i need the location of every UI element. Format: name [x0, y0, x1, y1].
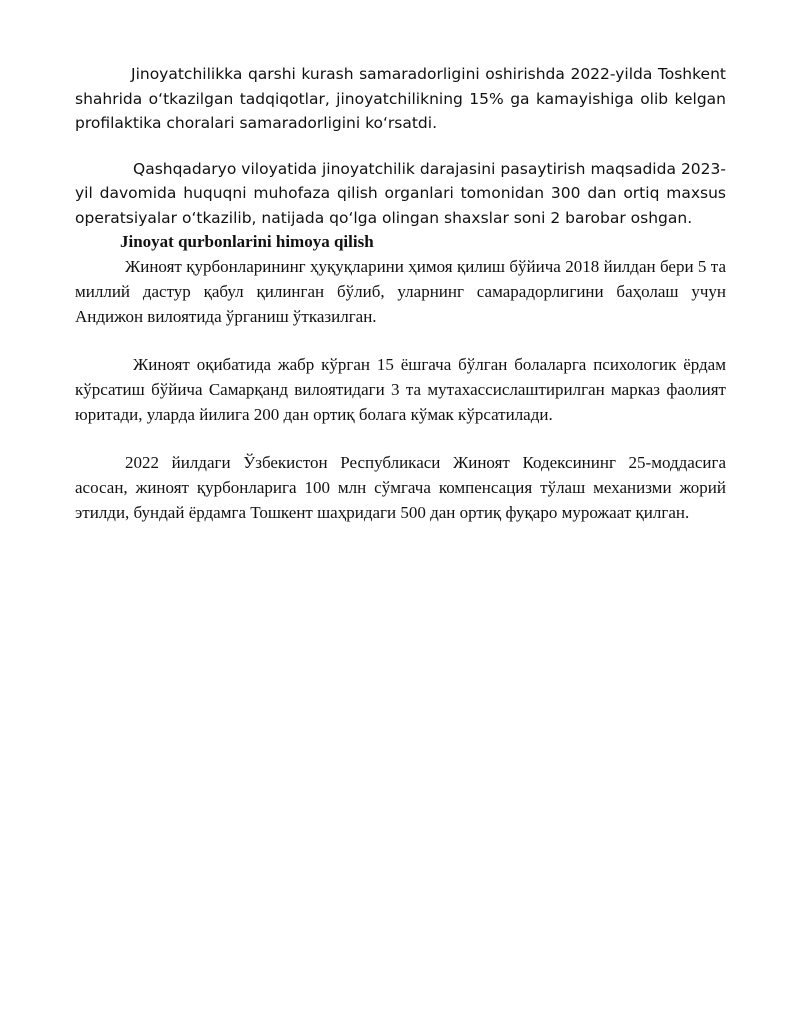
paragraph-compensation-mechanism: 2022 йилдаги Ўзбекистон Республикаси Жиноят Кодексининг 25-моддасига асосан, жиноят қурбонларига 100 млн сўмгача компенсация тўлаш механизми жорий этилди, бундай ёрдамга Тошкент шаҳридаги 500 дан ортиқ фуқаро мурожаат қилган.: [75, 453, 726, 522]
paragraph-tashkent-study: Jinoyatchilikka qarshi kurash samaradorligini oshirishda 2022-yilda Toshkent shahrida o‘tkazilgan tadqiqotlar, jinoyatchilikning 15% ga kamayishiga olib kelgan profilaktika choralari samaradorligini ko‘rsatdi.: [75, 65, 726, 132]
paragraph-psychological-help: Жиноят оқибатида жабр кўрган 15 ёшгача бўлган болаларга психологик ёрдам кўрсатиш бўйича Самарқанд вилоятидаги 3 та мутахассислаштирилган марказ фаолият юритади, уларда йилига 200 дан ортиқ болага кўмак кўрсатилади.: [75, 355, 726, 424]
paragraph-kashkadarya-operations: Qashqadaryo viloyatida jinoyatchilik darajasini pasaytirish maqsadida 2023-yil davomida huquqni muhofaza qilish organlari tomonidan 300 dan ortiq maxsus operatsiyalar o‘tkazilib, natijada qo‘lga olingan shaxslar soni 2 barobar oshgan.: [75, 159, 726, 227]
paragraph-national-programs: Жиноят қурбонларининг ҳуқуқларини ҳимоя қилиш бўйича 2018 йилдан бери 5 та миллий дастур қабул қилинган бўлиб, уларнинг самарадорлигини баҳолаш учун Андижон вилоятида ўрганиш ўтказилган.: [75, 257, 726, 326]
section-heading: Jinoyat qurbonlarini himoya qilish: [120, 232, 374, 251]
document-body: [75, 62, 726, 525]
